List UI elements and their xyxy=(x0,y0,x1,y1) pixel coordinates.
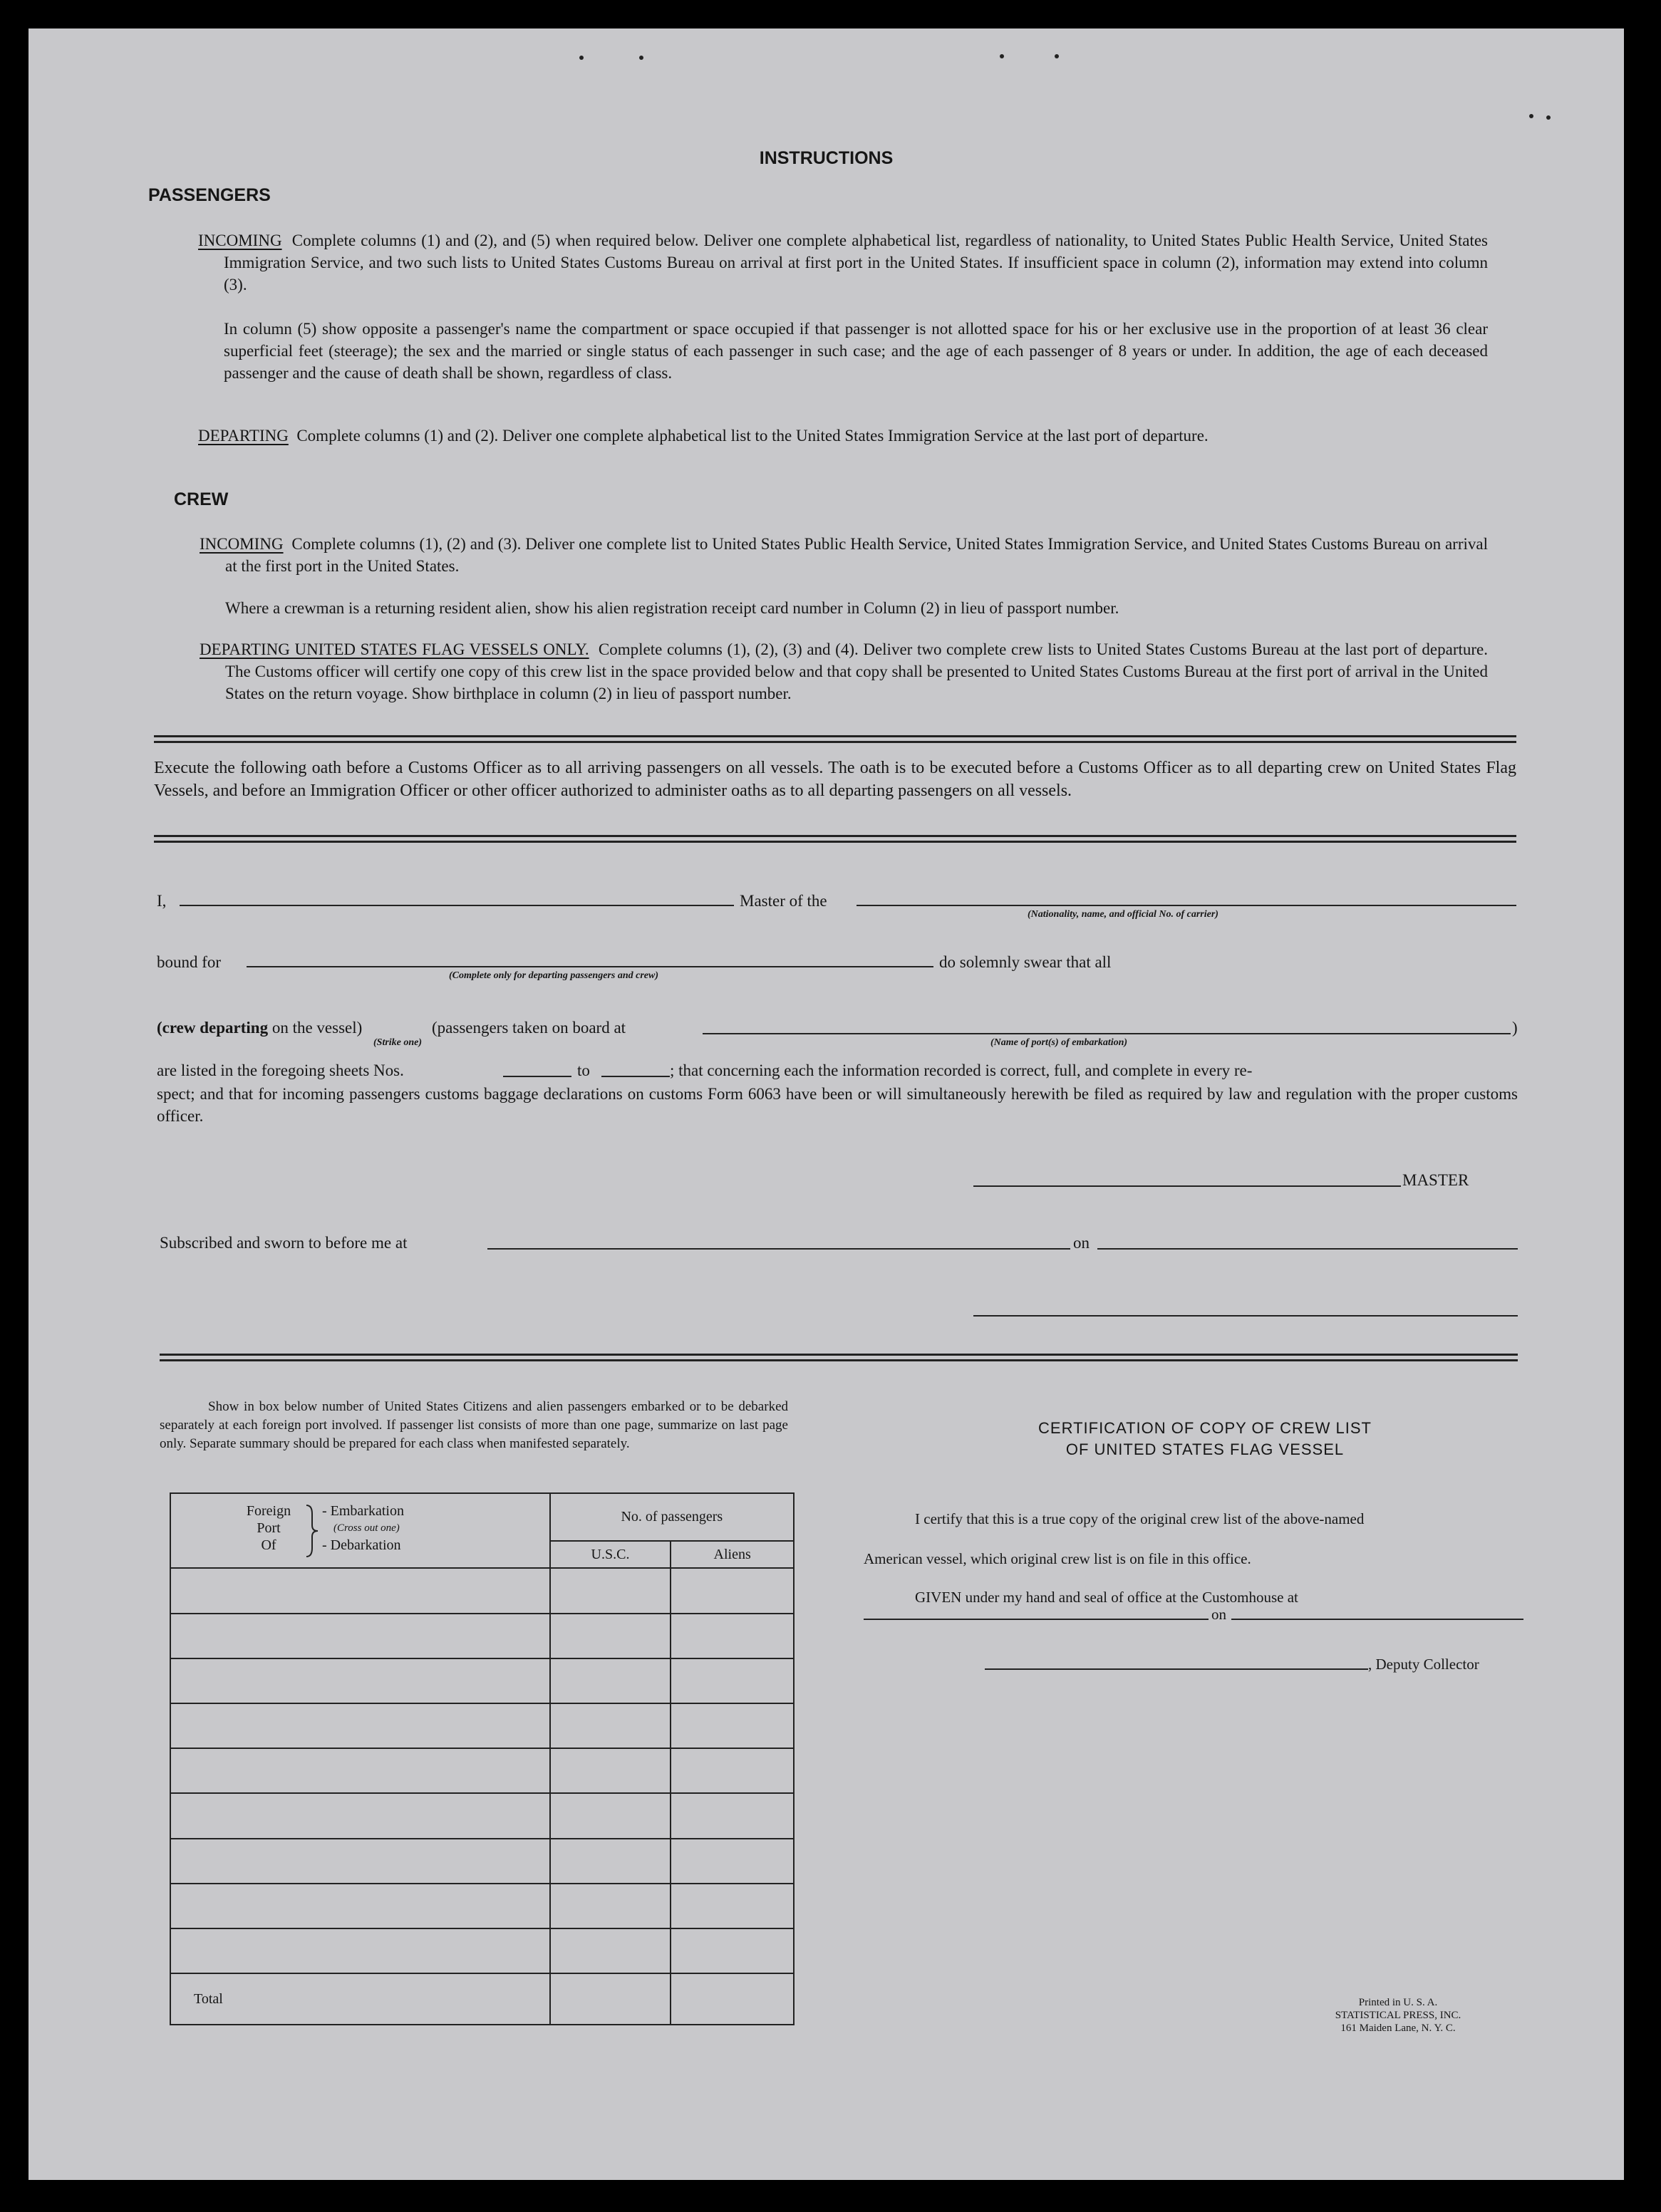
port-cell[interactable] xyxy=(170,1839,550,1884)
printer-line2: STATISTICAL PRESS, INC. xyxy=(1335,2010,1461,2021)
on-label: on xyxy=(1073,1234,1090,1252)
port-label: Port xyxy=(257,1520,281,1536)
crew-heading: CREW xyxy=(174,489,229,509)
brace-icon xyxy=(304,1504,321,1558)
aliens-cell[interactable] xyxy=(671,1658,794,1703)
sheet-from-field[interactable] xyxy=(503,1076,571,1077)
usc-cell[interactable] xyxy=(550,1703,671,1748)
officer-signature-field[interactable] xyxy=(973,1315,1518,1317)
aliens-cell[interactable] xyxy=(671,1884,794,1928)
certification-title-line1: CERTIFICATION OF COPY OF CREW LIST xyxy=(1038,1419,1372,1437)
close-paren: ) xyxy=(1512,1019,1518,1037)
certification-title-line2: OF UNITED STATES FLAG VESSEL xyxy=(1065,1440,1345,1458)
form-page xyxy=(29,28,1624,2180)
certify-line1: I certify that this is a true copy of the original crew list of the above-named xyxy=(915,1510,1365,1527)
table-row xyxy=(170,1748,794,1793)
table-row xyxy=(170,1793,794,1838)
cert-on-label: on xyxy=(1211,1606,1226,1623)
summary-instructions: Show in box below number of United States Citizens and alien passengers embarked or to be debarked separately at each foreign port involved. If passenger list consists of more than one page, summarize on last page only. Separate summary should be prepared for each class when manifested separately. xyxy=(160,1399,788,1451)
certification-title xyxy=(931,1418,1479,1460)
foreign-port-header xyxy=(170,1493,550,1568)
listed-prefix: are listed in the foregoing sheets Nos. xyxy=(157,1061,404,1079)
port-cell[interactable] xyxy=(170,1928,550,1973)
table-row xyxy=(170,1614,794,1658)
deputy-collector-label: , Deputy Collector xyxy=(1368,1656,1479,1673)
customhouse-field[interactable] xyxy=(864,1619,1209,1620)
port-cell[interactable] xyxy=(170,1614,550,1658)
master-name-field[interactable] xyxy=(180,905,734,906)
divider-rule xyxy=(154,735,1516,737)
aliens-header: Aliens xyxy=(671,1541,794,1568)
bound-for-field[interactable] xyxy=(247,966,933,967)
divider-rule xyxy=(160,1354,1518,1356)
passengers-incoming-text: Complete columns (1) and (2), and (5) when required below. Deliver one complete alphabetical list, regardless of nationality, to United States Public Health Service, United States Immigration Service, and two such lists to United States Customs Bureau on arrival at first port in the United States. If insufficient space in column (2), information may extend into column (3). xyxy=(224,232,1488,294)
subscribed-date-field[interactable] xyxy=(1097,1248,1518,1250)
port-cell[interactable] xyxy=(170,1703,550,1748)
to-label: to xyxy=(577,1061,590,1079)
crew-incoming-label: INCOMING xyxy=(200,535,284,553)
listed-rest-text: spect; and that for incoming passengers customs baggage declarations on customs Form 6063 have been or will simultaneously herewith be filed as required by law and regulation with the proper customs officer. xyxy=(157,1085,1518,1125)
port-cell[interactable] xyxy=(170,1568,550,1613)
table-row xyxy=(170,1703,794,1748)
port-cell[interactable] xyxy=(170,1658,550,1703)
aliens-cell[interactable] xyxy=(671,1748,794,1793)
total-row xyxy=(170,1973,794,2025)
usc-cell[interactable] xyxy=(550,1839,671,1884)
passengers-column5-text: In column (5) show opposite a passenger's name the compartment or space occupied if that passenger is not allotted space for his or her exclusive use in the proportion of at least 36 clear superficial feet (steerage); the sex and the married or single status of each passenger in such case; and the age of each passenger of 8 years or under. In addition, the age of each deceased passenger and the cause of death shall be shown, regardless of class. xyxy=(224,320,1488,382)
aliens-cell[interactable] xyxy=(671,1614,794,1658)
oath-intro-text: Execute the following oath before a Customs Officer as to all arriving passengers on all vessels. The oath is to be executed before a Customs Officer as to all departing crew on United States Flag Vessels, and before an Immigration Officer or other officer authorized to administer oaths as to all departing passengers on all vessels. xyxy=(154,759,1516,800)
aliens-cell[interactable] xyxy=(671,1703,794,1748)
oath-i-label: I, xyxy=(157,892,167,910)
crew-departing-text: Complete columns (1), (2), (3) and (4). Deliver two complete crew lists to United States Customs Bureau at the last port of departure. The Customs officer will certify one copy of this crew list in the space provided below and that copy shall be presented to United States Customs Bureau at the first port of arrival in the United States on the return voyage. Show birthplace in column (2) in lieu of passport number. xyxy=(225,640,1489,702)
crew-departing-text: (crew departing xyxy=(157,1019,269,1037)
given-text: GIVEN under my hand and seal of office at the Customhouse at xyxy=(915,1589,1298,1606)
subscribed-label: Subscribed and sworn to before me at xyxy=(160,1234,408,1252)
total-label: Total xyxy=(170,1973,550,2025)
table-row xyxy=(170,1658,794,1703)
instructions-title: INSTRUCTIONS xyxy=(759,148,894,168)
foreign-label: Foreign xyxy=(246,1503,291,1519)
deputy-signature-field[interactable] xyxy=(985,1668,1368,1670)
no-of-passengers-header: No. of passengers xyxy=(550,1493,794,1541)
listed-suffix: ; that concerning each the information recorded is correct, full, and complete in every re- xyxy=(670,1061,1253,1079)
aliens-cell[interactable] xyxy=(671,1839,794,1884)
carrier-caption: (Nationality, name, and official No. of carrier) xyxy=(1028,909,1218,920)
carrier-field[interactable] xyxy=(857,905,1516,906)
oath-intro-block xyxy=(154,757,1516,802)
printer-line3: 161 Maiden Lane, N. Y. C. xyxy=(1340,2023,1456,2034)
swear-text: do solemnly swear that all xyxy=(939,953,1112,971)
port-cell[interactable] xyxy=(170,1884,550,1928)
crew-departing-label: DEPARTING UNITED STATES FLAG VESSELS ONLY. xyxy=(200,640,589,658)
aliens-cell[interactable] xyxy=(671,1928,794,1973)
listed-rest-block xyxy=(157,1083,1518,1127)
usc-cell[interactable] xyxy=(550,1884,671,1928)
port-cell[interactable] xyxy=(170,1748,550,1793)
passengers-departing-block xyxy=(198,425,1488,447)
master-signature-field[interactable] xyxy=(973,1185,1401,1187)
table-row xyxy=(170,1839,794,1884)
aliens-total-cell[interactable] xyxy=(671,1973,794,2025)
summary-instructions-block xyxy=(160,1398,788,1453)
divider-rule xyxy=(154,741,1516,743)
divider-rule xyxy=(154,835,1516,837)
aliens-cell[interactable] xyxy=(671,1568,794,1613)
embarkation-label: - Embarkation xyxy=(322,1503,404,1519)
divider-rule xyxy=(154,841,1516,843)
cross-out-label: (Cross out one) xyxy=(333,1522,400,1534)
passengers-column5-block xyxy=(224,318,1488,384)
table-row xyxy=(170,1568,794,1613)
cert-date-field[interactable] xyxy=(1231,1619,1523,1620)
passenger-summary-table xyxy=(170,1492,795,2025)
bound-for-label: bound for xyxy=(157,953,222,971)
embarkation-port-field[interactable] xyxy=(703,1033,1511,1034)
master-of-the-label: Master of the xyxy=(740,892,827,910)
passengers-departing-text: Complete columns (1) and (2). Deliver one complete alphabetical list to the United States Immigration Service at the last port of departure. xyxy=(296,427,1209,445)
crew-incoming-block xyxy=(200,533,1488,577)
table-row xyxy=(170,1884,794,1928)
passengers-taken-option[interactable]: (passengers taken on board at xyxy=(432,1019,626,1037)
master-label: MASTER xyxy=(1402,1171,1469,1189)
usc-header: U.S.C. xyxy=(550,1541,671,1568)
on-the-vessel-text: on the vessel) xyxy=(271,1019,363,1037)
sheet-to-field[interactable] xyxy=(601,1076,670,1077)
certify-line2: American vessel, which original crew list is on file in this office. xyxy=(864,1550,1251,1567)
usc-cell[interactable] xyxy=(550,1928,671,1973)
usc-total-cell[interactable] xyxy=(550,1973,671,2025)
usc-cell[interactable] xyxy=(550,1748,671,1793)
passengers-incoming-block xyxy=(198,229,1488,296)
subscribed-place-field[interactable] xyxy=(487,1248,1070,1250)
passengers-heading: PASSENGERS xyxy=(148,185,271,205)
printer-imprint xyxy=(1277,1996,1519,2035)
port-caption: (Name of port(s) of embarkation) xyxy=(990,1037,1128,1048)
usc-cell[interactable] xyxy=(550,1658,671,1703)
crew-departing-block xyxy=(200,638,1488,705)
crew-resident-block xyxy=(225,597,1488,619)
usc-cell[interactable] xyxy=(550,1568,671,1613)
printer-line1: Printed in U. S. A. xyxy=(1358,1997,1438,2008)
strike-caption: (Strike one) xyxy=(373,1037,423,1048)
aliens-cell[interactable] xyxy=(671,1793,794,1838)
passengers-departing-label: DEPARTING xyxy=(198,427,289,445)
crew-incoming-text: Complete columns (1), (2) and (3). Deliver one complete list to United States Public Health Service, United States Immigration Service, and United States Customs Bureau on arrival at the first port in the United States. xyxy=(225,535,1488,575)
usc-cell[interactable] xyxy=(550,1614,671,1658)
usc-cell[interactable] xyxy=(550,1793,671,1838)
crew-resident-text: Where a crewman is a returning resident alien, show his alien registration receipt card number in Column (2) in lieu of passport number. xyxy=(225,599,1119,617)
divider-rule xyxy=(160,1359,1518,1361)
crew-departing-option[interactable] xyxy=(157,1019,362,1037)
table-row xyxy=(170,1928,794,1973)
bound-for-caption: (Complete only for departing passengers and crew) xyxy=(449,970,658,981)
port-cell[interactable] xyxy=(170,1793,550,1838)
of-label: Of xyxy=(261,1537,276,1553)
passengers-incoming-label: INCOMING xyxy=(198,232,282,249)
debarkation-label: - Debarkation xyxy=(322,1537,401,1553)
